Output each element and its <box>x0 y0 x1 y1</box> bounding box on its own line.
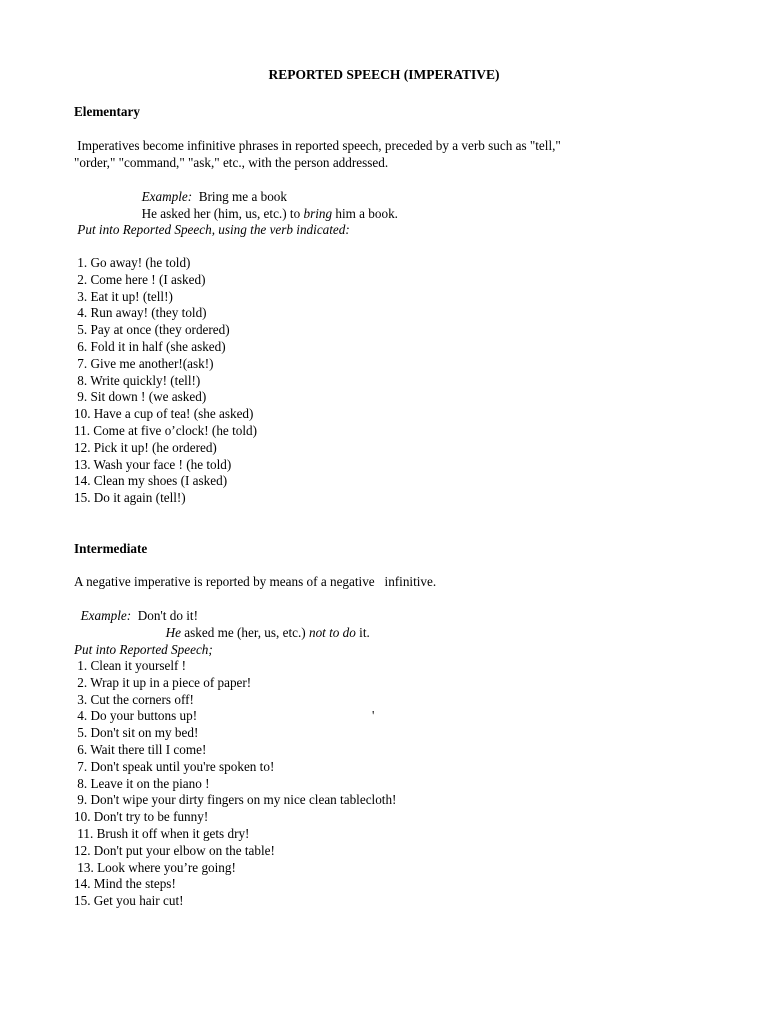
intermediate-intro: A negative imperative is reported by means of a negative infinitive. <box>74 574 437 589</box>
exercise-item: 10. Have a cup of tea! (she asked) <box>74 406 254 422</box>
exercise-item: 2. Wrap it up in a piece of paper! <box>74 674 252 690</box>
answer-post: him a book. <box>332 206 398 221</box>
exercise-item: 11. Come at five o’clock! (he told) <box>74 423 257 438</box>
exercise-item: 4. Run away! (they told) <box>74 305 207 321</box>
exercise-item: 6. Wait there till I come! <box>74 742 207 757</box>
exercise-item: 8. Leave it on the piano ! <box>74 775 210 791</box>
exercise-item: 5. Pay at once (they ordered) <box>74 322 230 338</box>
example-label: Example: <box>80 608 132 623</box>
exercise-item: 7. Give me another!(ask!) <box>74 355 214 371</box>
exercise-item: 14. Clean my shoes (I asked) <box>74 473 228 489</box>
answer-italic: not to do <box>308 625 356 640</box>
exercise-item: 3. Cut the corners off! <box>74 691 194 707</box>
intermediate-instruction: Put into Reported Speech; <box>74 642 213 657</box>
example-label: Example: <box>141 189 193 204</box>
elementary-intro-line1: Imperatives become infinitive phrases in reported speech, preceded by a verb such as "tell," <box>74 138 561 153</box>
exercise-item: 12. Pick it up! (he ordered) <box>74 439 217 455</box>
exercise-item: 12. Don't put your elbow on the table! <box>74 842 275 858</box>
answer-mid: asked me (her, us, etc.) <box>180 625 309 640</box>
elementary-intro-line2: "order," "command," "ask," etc., with the person addressed. <box>74 155 389 170</box>
exercise-item: 7. Don't speak until you're spoken to! <box>74 758 275 774</box>
exercise-item: 1. Go away! (he told) <box>74 255 191 270</box>
exercise-item: 11. Brush it off when it gets dry! <box>74 826 250 841</box>
exercise-item: 6. Fold it in half (she asked) <box>74 339 226 354</box>
exercise-item: 9. Sit down ! (we asked) <box>74 389 207 405</box>
intermediate-example-answer <box>159 607 370 641</box>
elementary-heading: Elementary <box>74 104 140 119</box>
stray-mark: ' <box>372 708 375 723</box>
answer-he: He <box>165 625 181 640</box>
exercise-item: 13. Wash your face ! (he told) <box>74 456 232 472</box>
example-text: Bring me a book <box>192 189 287 204</box>
exercise-item: 14. Mind the steps! <box>74 876 176 892</box>
exercise-item: 9. Don't wipe your dirty fingers on my nice clean tablecloth! <box>74 792 397 808</box>
answer-post: it. <box>355 625 370 640</box>
elementary-example-answer <box>135 188 398 222</box>
exercise-item: 8. Write quickly! (tell!) <box>74 372 201 388</box>
intermediate-heading: Intermediate <box>74 541 148 556</box>
exercise-item: 13. Look where you’re going! <box>74 859 236 875</box>
exercise-item: 3. Eat it up! (tell!) <box>74 288 173 304</box>
answer-italic: bring <box>303 206 333 221</box>
exercise-item: 10. Don't try to be funny! <box>74 809 209 825</box>
exercise-item: 5. Don't sit on my bed! <box>74 725 199 741</box>
exercise-item: 15. Get you hair cut! <box>74 893 184 909</box>
exercise-item: 2. Come here ! (I asked) <box>74 271 206 287</box>
exercise-item: 1. Clean it yourself ! <box>74 658 187 673</box>
elementary-instruction: Put into Reported Speech, using the verb indicated: <box>74 222 350 237</box>
example-text: Don't do it! <box>131 608 198 623</box>
exercise-item: 4. Do your buttons up! <box>74 708 198 724</box>
page-title: REPORTED SPEECH (IMPERATIVE) <box>268 67 500 82</box>
answer-pre: He asked her (him, us, etc.) to <box>141 206 304 221</box>
exercise-item: 15. Do it again (tell!) <box>74 490 186 506</box>
